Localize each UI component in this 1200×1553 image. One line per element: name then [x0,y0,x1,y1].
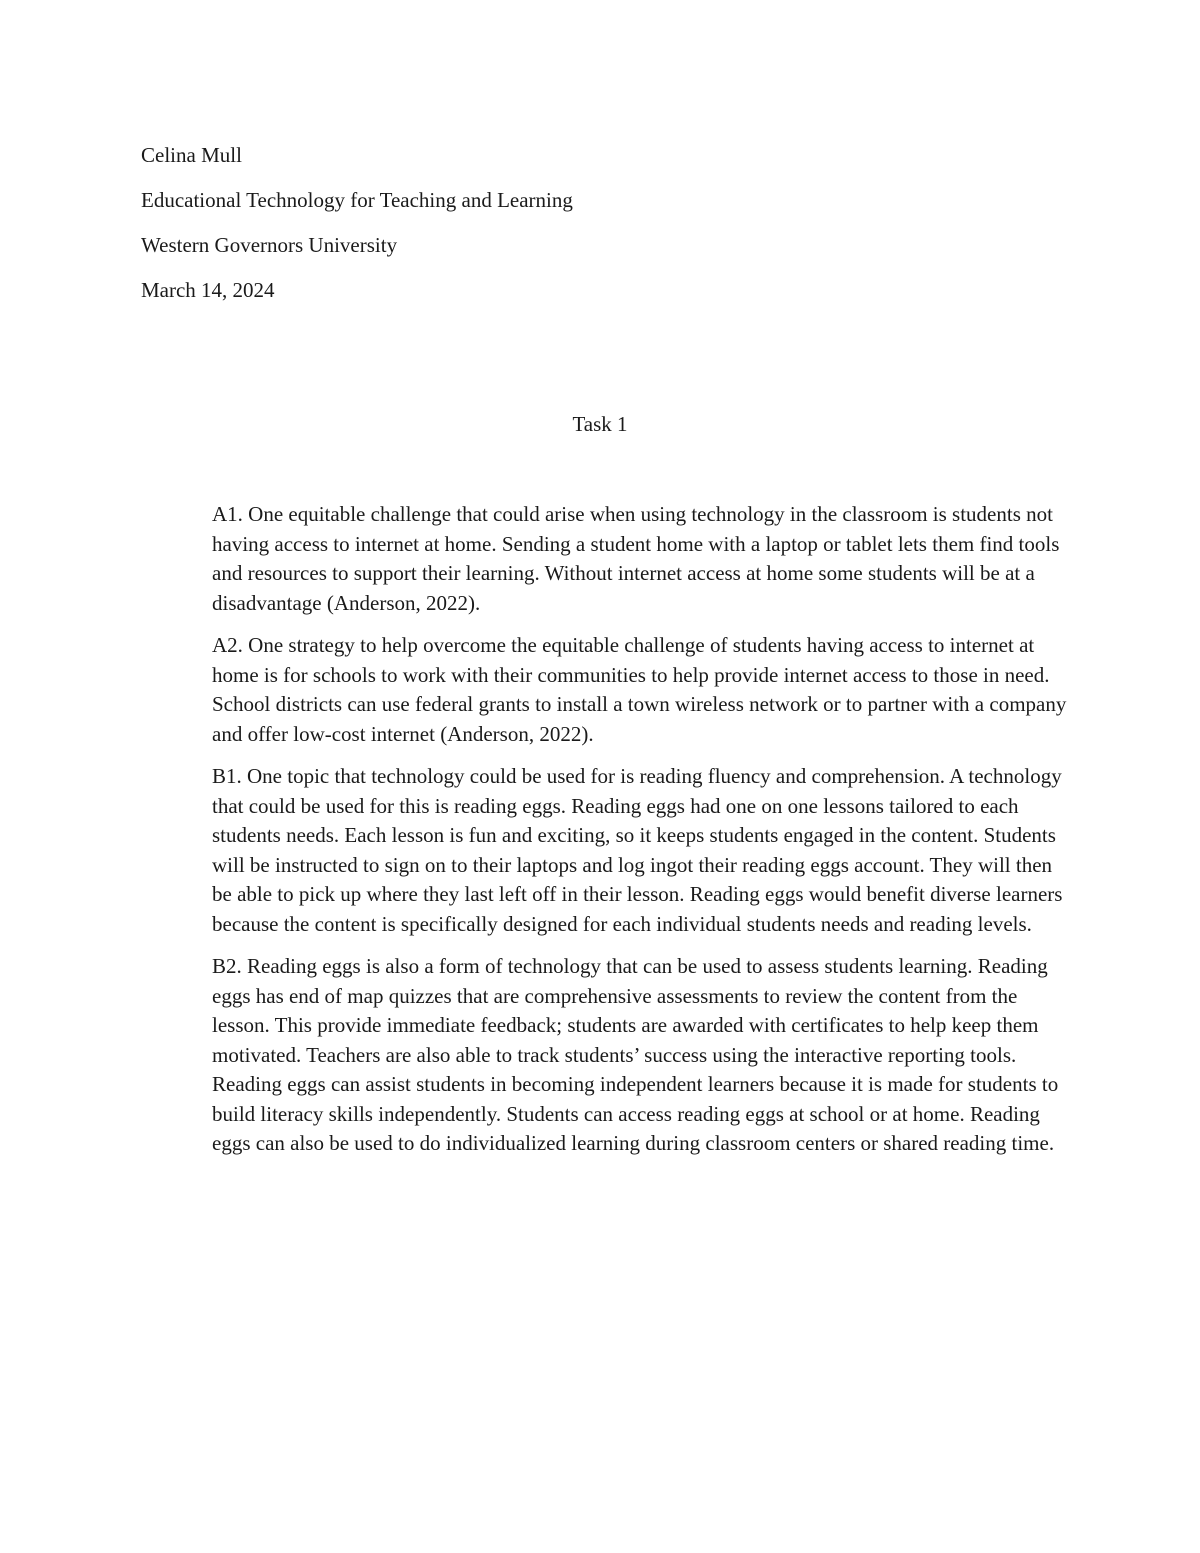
document-date: March 14, 2024 [141,278,275,302]
institution-name: Western Governors University [141,233,398,257]
paragraph-b2: B2. Reading eggs is also a form of technology that can be used to assess students learning. Reading eggs has end of map quizzes that are comprehensive assessments to review the content from the lesson. This provide immediate feedback; students are awarded with certificates to help keep them motivated. Teachers are also able to track students’ success using the interactive reporting tools. Reading eggs can assist students in becoming independent learners because it is made for students to build literacy skills independently. Students can access reading eggs at school or at home. Reading eggs can also be used to do individualized learning during classroom centers or shared reading time. [212,954,1059,1155]
document-header [141,140,1041,320]
document-body [212,500,1068,1172]
course-name: Educational Technology for Teaching and Learning [141,188,573,212]
paragraph-a2: A2. One strategy to help overcome the equitable challenge of students having access to internet at home is for schools to work with their communities to help provide internet access to those in need. School districts can use federal grants to install a town wireless network or to partner with a company and offer low-cost internet (Anderson, 2022). [212,633,1067,746]
paragraph-b1: B1. One topic that technology could be used for is reading fluency and comprehension. A technology that could be used for this is reading eggs. Reading eggs had one on one lessons tailored to each students needs. Each lesson is fun and exciting, so it keeps students engaged in the content. Students will be instructed to sign on to their laptops and log ingot their reading eggs account. They will then be able to pick up where they last left off in their lesson. Reading eggs would benefit diverse learners because the content is specifically designed for each individual students needs and reading levels. [212,764,1063,936]
author-name: Celina Mull [141,143,242,167]
document-title: Task 1 [572,412,628,436]
paragraph-a1: A1. One equitable challenge that could arise when using technology in the classroom is students not having access to internet at home. Sending a student home with a laptop or tablet lets them find tools and resources to support their learning. Without internet access at home some students will be at a disadvantage (Anderson, 2022). [212,502,1060,615]
